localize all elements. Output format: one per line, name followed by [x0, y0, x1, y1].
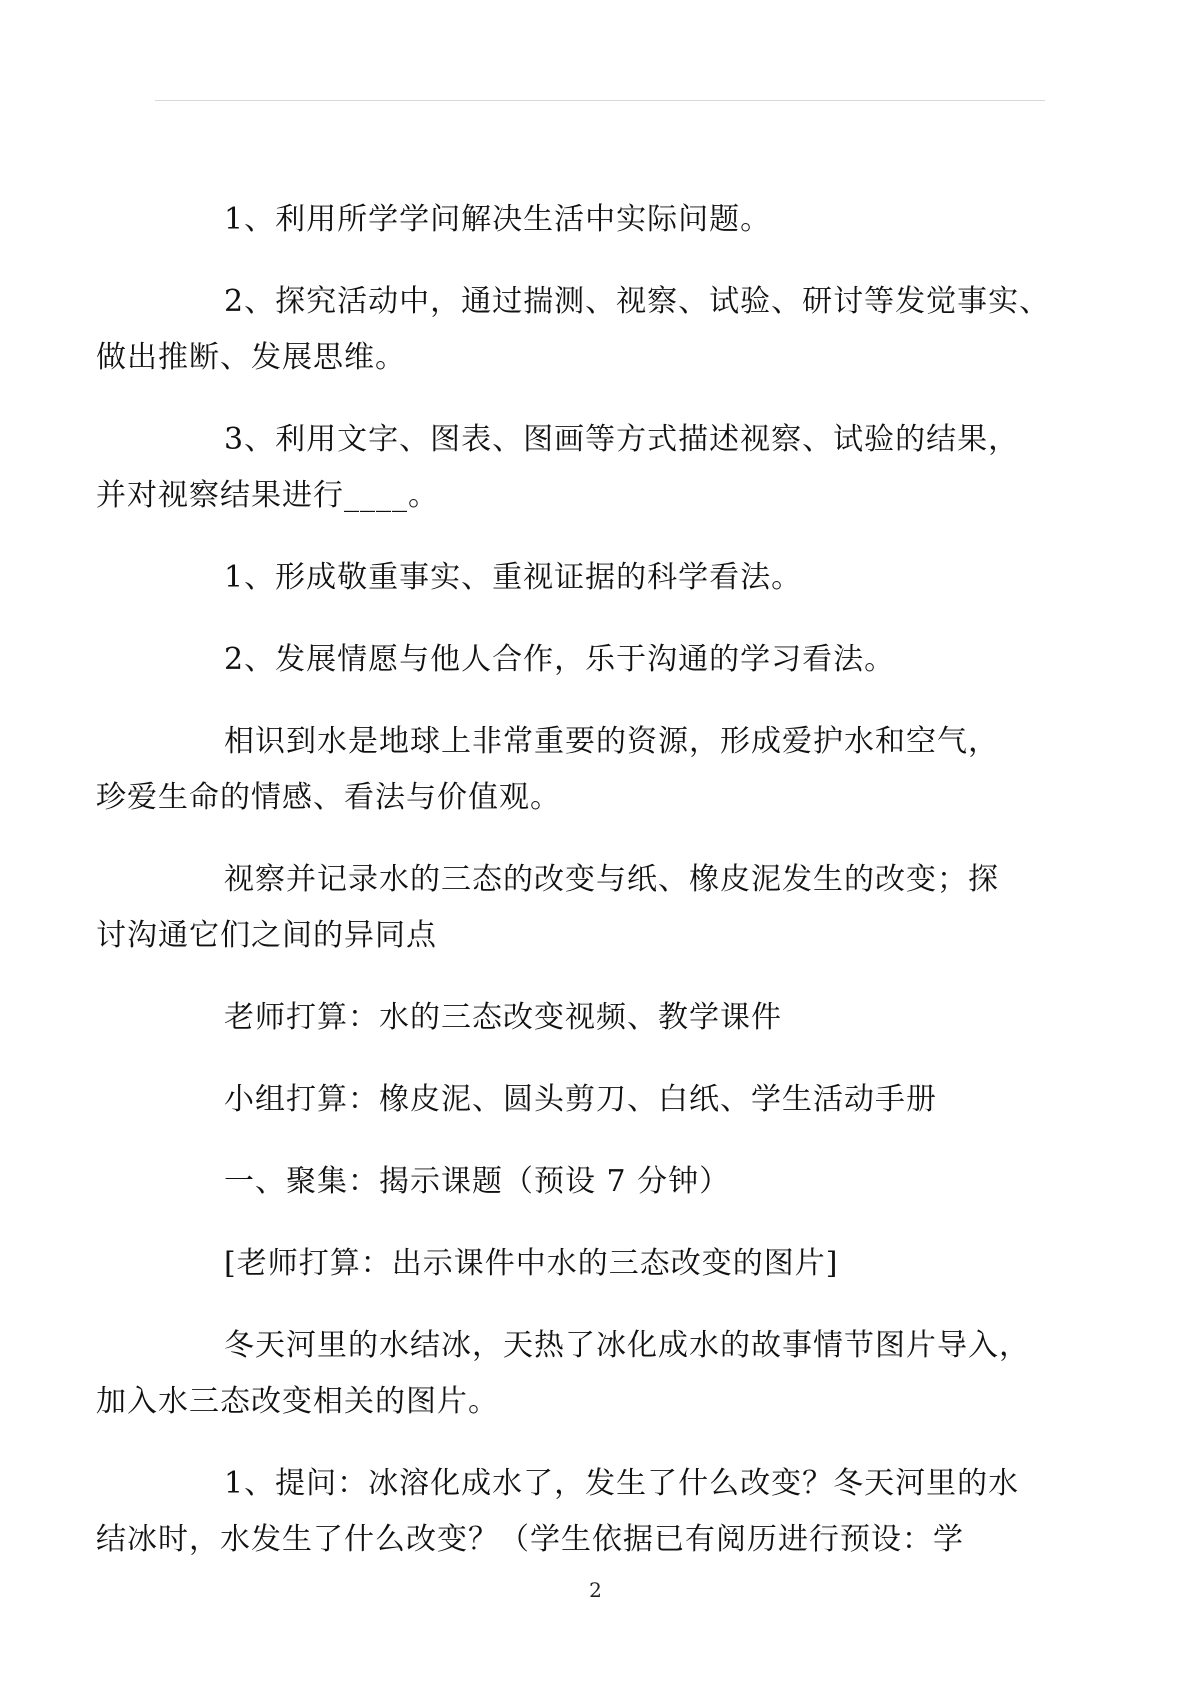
paragraph — [160, 192, 1060, 248]
paragraph — [96, 852, 1060, 964]
paragraph-line: 1、提问：冰溶化成水了，发生了什么改变？冬天河里的水 — [224, 1466, 1020, 1501]
paragraph-line: 3、利用文字、图表、图画等方式描述视察、试验的结果， — [224, 422, 1020, 457]
paragraph — [160, 990, 1060, 1046]
paragraph-line: [老师打算：出示课件中水的三态改变的图片] — [224, 1246, 839, 1281]
paragraph — [160, 1236, 1060, 1292]
paragraph-line: 2、发展情愿与他人合作，乐于沟通的学习看法。 — [224, 642, 896, 677]
paragraph-line: 老师打算：水的三态改变视频、教学课件 — [224, 1000, 782, 1035]
header-divider — [155, 100, 1045, 101]
page-number: 2 — [589, 1578, 602, 1602]
paragraph-line: 小组打算：橡皮泥、圆头剪刀、白纸、学生活动手册 — [224, 1082, 937, 1117]
paragraph — [96, 714, 1060, 826]
paragraph — [160, 632, 1060, 688]
paragraph-line: 珍爱生命的情感、看法与价值观。 — [96, 780, 561, 815]
paragraph — [96, 412, 1060, 524]
paragraph-line: 做出推断、发展思维。 — [96, 340, 406, 375]
paragraph-line: 结冰时，水发生了什么改变？（学生依据已有阅历进行预设：学 — [96, 1522, 964, 1557]
paragraph-line: 一、聚集：揭示课题（预设 7 分钟） — [224, 1164, 731, 1199]
paragraph-line: 相识到水是地球上非常重要的资源，形成爱护水和空气， — [224, 724, 999, 759]
paragraph-line: 并对视察结果进行____。 — [96, 478, 439, 513]
paragraph — [160, 1072, 1060, 1128]
document-body — [96, 192, 1060, 1594]
paragraph-line: 加入水三态改变相关的图片。 — [96, 1384, 499, 1419]
paragraph — [160, 1154, 1060, 1210]
paragraph-line: 1、形成敬重事实、重视证据的科学看法。 — [224, 560, 803, 595]
paragraph — [96, 274, 1060, 386]
paragraph-line: 视察并记录水的三态的改变与纸、橡皮泥发生的改变；探 — [224, 862, 999, 897]
paragraph-line: 冬天河里的水结冰，天热了冰化成水的故事情节图片导入， — [224, 1328, 1030, 1363]
paragraph — [96, 1456, 1060, 1568]
paragraph-line: 1、利用所学学问解决生活中实际问题。 — [224, 202, 772, 237]
paragraph-line: 2、探究活动中，通过揣测、视察、试验、研讨等发觉事实、 — [224, 284, 1051, 319]
paragraph — [160, 550, 1060, 606]
paragraph — [96, 1318, 1060, 1430]
paragraph-line: 讨沟通它们之间的异同点 — [96, 918, 437, 953]
